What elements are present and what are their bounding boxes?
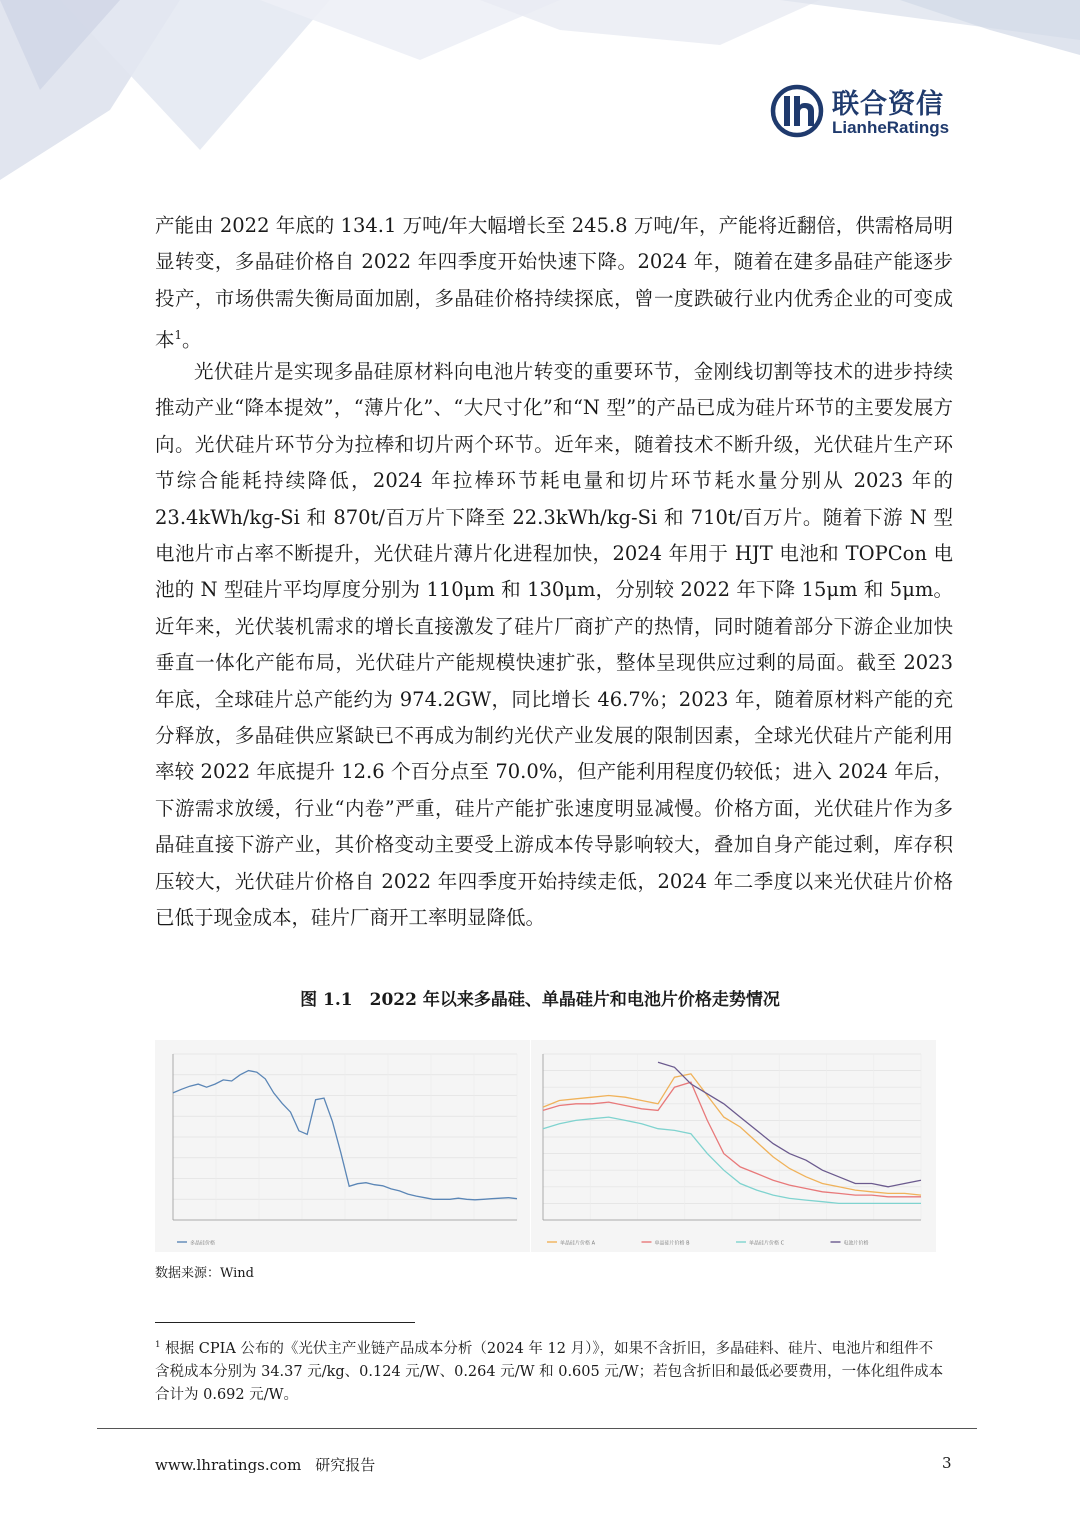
footnote [155,1334,945,1407]
figure-caption: 图 1.1 2022 年以来多晶硅、单晶硅片和电池片价格走势情况 [300,990,780,1010]
company-logo [770,84,970,144]
polysilicon-price-chart [155,1040,530,1252]
legend-label: 单晶硅片价格 A [560,1240,596,1247]
footnote-divider [155,1322,415,1323]
logo-english-name: LianheRatings [832,118,950,137]
wafer-cell-price-chart [531,1040,936,1252]
legend-label: 单晶硅片价格 C [749,1240,785,1247]
chart-legend [547,1240,869,1247]
footnote-marker: 1 [155,1340,161,1350]
legend-label: 多晶硅价格 [190,1240,216,1247]
footer-url[interactable]: www.lhratings.com [155,1456,302,1474]
legend-label: 电池片价格 [843,1240,869,1247]
footer-divider [97,1428,977,1429]
footnote-ref[interactable]: 1 [174,328,182,343]
logo-chinese-name: 联合资信 [832,89,944,120]
page-number: 3 [942,1454,952,1472]
legend-label: 单晶硅片价格 B [654,1240,690,1247]
lianhe-logo-icon [770,84,824,138]
footnote-text: 根据 CPIA 公布的《光伏主产业链产品成本分析（2024 年 12 月）》，如果不含折旧，多晶硅料、硅片、电池片和组件不含税成本分别为 34.37 元/kg、0.124 元/W、0.264 元/W 和 0.605 元/W；若包含折旧和最低必要费用，一体化组件成本合计为 0.692 元/W。 [155,1340,944,1403]
data-source: 数据来源：Wind [155,1266,254,1281]
paragraph-polysilicon: 产能由 2022 年底的 134.1 万吨/年大幅增长至 245.8 万吨/年，产能将近翻倍，供需格局明显转变，多晶硅价格自 2022 年四季度开始快速下降。2024 年，随着在建多晶硅产能逐步投产，市场供需失衡局面加剧，多晶硅价格持续探底，曾一度跌破行业内优秀企业的可变成本$^1$。 [155,214,953,352]
chart-axes [173,1054,517,1220]
paragraph-wafer: 光伏硅片是实现多晶硅原材料向电池片转变的重要环节，金刚线切割等技术的进步持续推动产业“降本提效”，“薄片化”、“大尺寸化”和“N 型”的产品已成为硅片环节的主要发展方向。光伏硅片环节分为拉棒和切片两个环节。近年来，随着技术不断升级，光伏硅片生产环节综合能耗持续降低，2024 年拉棒环节耗电量和切片环节耗水量分别从 2023 年的 23.4kWh/kg-Si 和 870t/百万片下降至 22.3kWh/kg-Si 和 710t/百万片。随着下游 N 型电池片市占率不断提升，光伏硅片薄片化进程加快，2024 年用于 HJT 电池和 TOPCon 电池的 N 型硅片平均厚度分别为 110μm 和 130μm，分别较 2022 年下降 15μm 和 5μm。近年来，光伏装机需求的增长直接激发了硅片厂商扩产的热情，同时随着部分下游企业加快垂直一体化产能布局，光伏硅片产能规模快速扩张，整体呈现供应过剩的局面。截至 2023 年底，全球硅片总产能约为 974.2GW，同比增长 46.7%；2023 年，随着原材料产能的充分释放，多晶硅供应紧缺已不再成为制约光伏产业发展的限制因素，全球光伏硅片产能利用率较 2022 年底提升 12.6 个百分点至 70.0%，但产能利用程度仍较低；进入 2024 年后，下游需求放缓，行业“内卷”严重，硅片产能扩张速度明显减慢。价格方面，光伏硅片作为多晶硅直接下游产业，其价格变动主要受上游成本传导影响较大，叠加自身产能过剩，库存积压较大，光伏硅片价格自 2022 年四季度开始持续走低，2024 年二季度以来光伏硅片价格已低于现金成本，硅片厂商开工率明显降低。 [155,360,953,930]
footer-label: 研究报告 [315,1456,376,1474]
chart-legend [177,1240,215,1247]
footer [155,1454,375,1475]
